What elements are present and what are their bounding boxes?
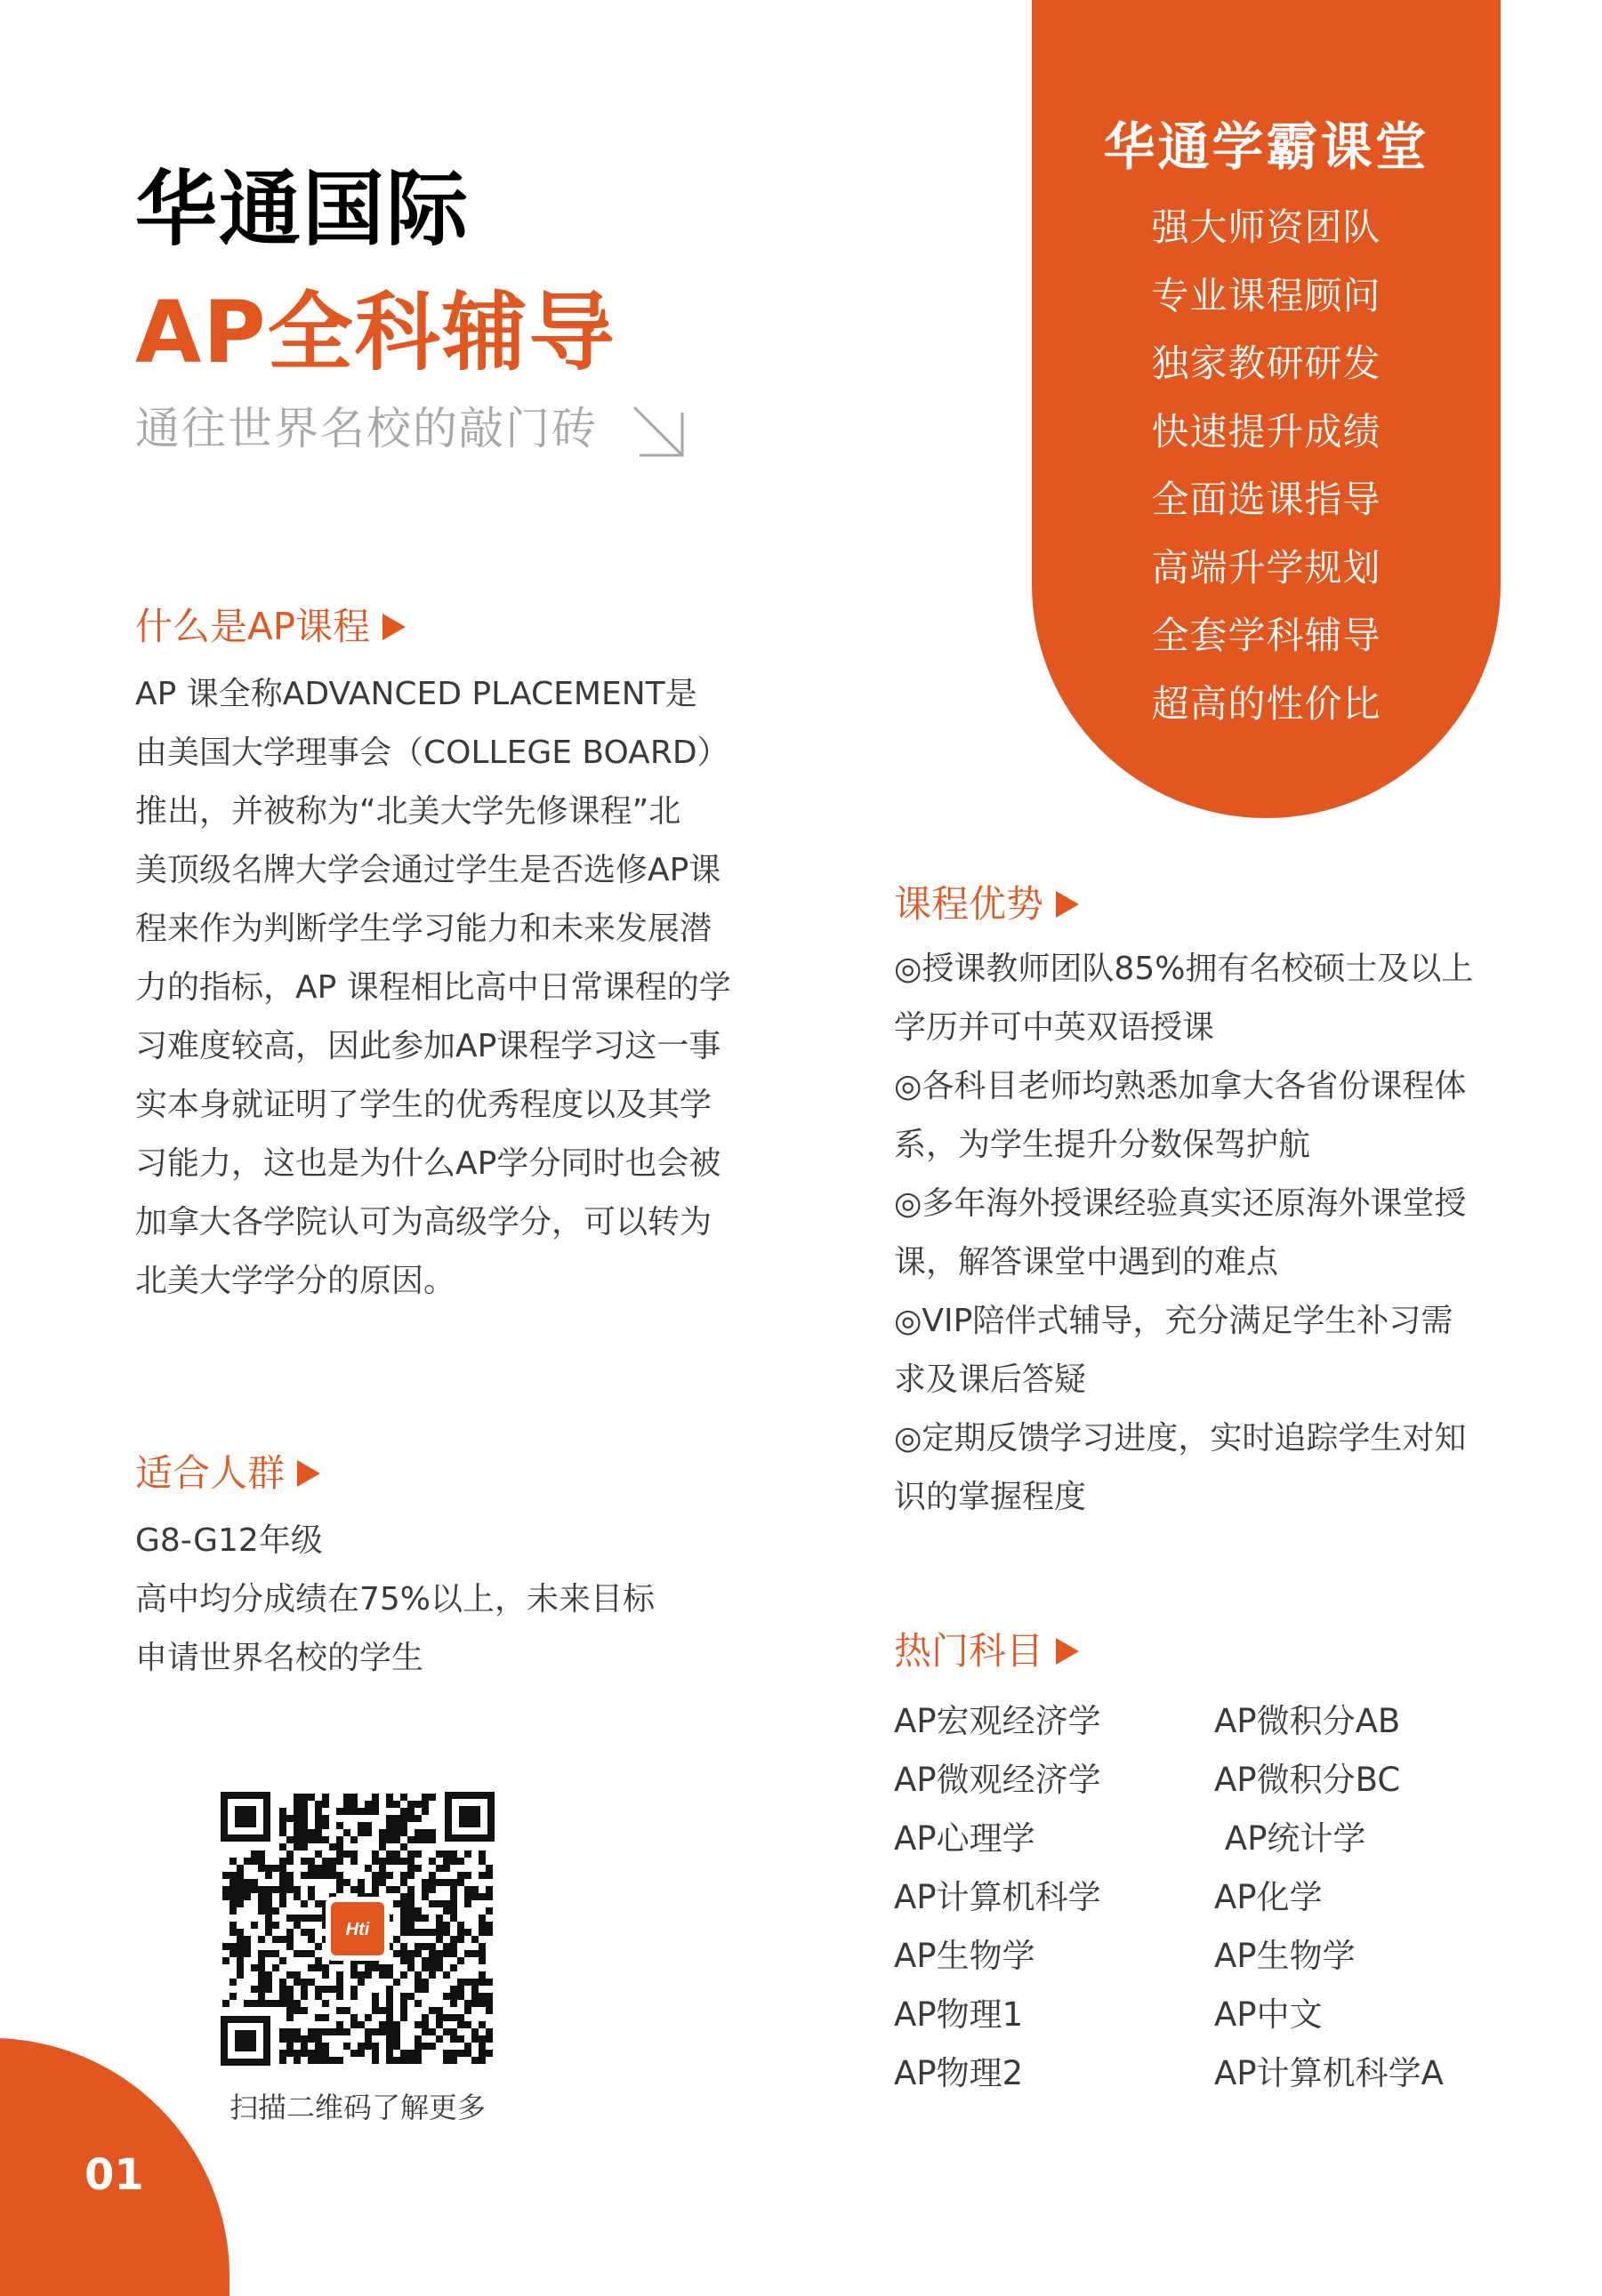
text-line: ◎VIP陪伴式辅导，充分满足学生补习需 — [894, 1303, 1453, 1339]
subject-item: AP物理1 — [894, 1995, 1024, 2034]
triangle-right-icon — [1056, 1638, 1079, 1665]
text-line: 力的指标，AP 课程相比高中日常课程的学 — [135, 969, 731, 1006]
subject-item: AP中文 — [1214, 1995, 1323, 2034]
text-line: 识的掌握程度 — [894, 1479, 1087, 1515]
subject-item: AP计算机科学 — [894, 1878, 1101, 1916]
section-heading-label: 适合人群 — [135, 1451, 286, 1495]
panel-item: 强大师资团队 — [1151, 205, 1381, 249]
page-title: 华通国际 — [135, 162, 471, 257]
text-line: ◎定期反馈学习进度，实时追踪学生对知 — [894, 1420, 1467, 1457]
section-heading-label: 课程优势 — [894, 882, 1044, 926]
panel-item: 专业课程顾问 — [1151, 273, 1381, 317]
subject-item: AP生物学 — [1214, 1937, 1356, 1975]
arrow-down-right-icon — [627, 400, 689, 462]
subject-item: AP微观经济学 — [894, 1761, 1101, 1799]
text-line: 实本身就证明了学生的优秀程度以及其学 — [135, 1087, 712, 1123]
section-heading-subjects — [894, 1629, 1079, 1674]
section-heading-audience — [135, 1451, 320, 1496]
section-heading-label: 什么是AP课程 — [135, 605, 371, 648]
text-line: ◎多年海外授课经验真实还原海外课堂授 — [894, 1185, 1467, 1222]
text-line: 系，为学生提升分数保驾护航 — [894, 1127, 1311, 1163]
subjects-list-left — [894, 1692, 1101, 2103]
subjects-list-right — [1214, 1692, 1444, 2103]
text-line: ◎授课教师团队85%拥有名校硕士及以上 — [894, 951, 1474, 987]
text-line: G8-G12年级 — [135, 1522, 323, 1559]
feature-panel — [1032, 0, 1501, 818]
subject-item: AP计算机科学A — [1214, 2054, 1444, 2092]
subject-item: AP心理学 — [894, 1819, 1035, 1858]
triangle-right-icon — [297, 1460, 320, 1487]
section-heading-advantages — [894, 882, 1079, 927]
subject-item: AP宏观经济学 — [894, 1702, 1101, 1740]
qr-logo-text: Hti — [345, 1920, 370, 1939]
panel-item: 高端升学规划 — [1151, 545, 1381, 590]
subject-item: AP统计学 — [1214, 1819, 1366, 1858]
text-line: AP 课全称ADVANCED PLACEMENT是 — [135, 676, 697, 712]
triangle-right-icon — [1056, 891, 1079, 918]
audience-description — [135, 1512, 758, 1688]
text-line: 课，解答课堂中遇到的难点 — [894, 1244, 1279, 1280]
panel-feature-list — [1032, 194, 1501, 738]
text-line: 由美国大学理事会（COLLEGE BOARD） — [135, 735, 729, 771]
panel-item: 全套学科辅导 — [1151, 614, 1381, 657]
panel-item: 超高的性价比 — [1151, 681, 1381, 726]
text-line: ◎各科目老师均熟悉加拿大各省份课程体 — [894, 1068, 1467, 1104]
text-line: 推出，并被称为“北美大学先修课程”北 — [135, 793, 681, 830]
panel-item: 全面选课指导 — [1151, 478, 1381, 521]
panel-item: 快速提升成绩 — [1151, 409, 1381, 454]
text-line: 申请世界名校的学生 — [135, 1640, 424, 1676]
subject-item: AP微积分BC — [1214, 1761, 1401, 1799]
text-line: 求及课后答疑 — [894, 1361, 1087, 1398]
text-line: 学历并可中英双语授课 — [894, 1009, 1215, 1046]
qr-caption: 扫描二维码了解更多 — [229, 2091, 486, 2124]
section-heading-what-is-ap — [135, 605, 406, 649]
triangle-right-icon — [382, 614, 406, 640]
text-line: 习难度较高，因此参加AP课程学习这一事 — [135, 1028, 721, 1064]
subject-item: AP生物学 — [894, 1937, 1035, 1975]
subject-item: AP物理2 — [894, 2054, 1024, 2092]
panel-title: 华通学霸课堂 — [1103, 116, 1429, 177]
qr-code[interactable] — [221, 1792, 495, 2066]
section-heading-label: 热门科目 — [894, 1629, 1044, 1673]
ap-description — [135, 665, 758, 1311]
text-line: 美顶级名牌大学会通过学生是否选修AP课 — [135, 852, 721, 888]
advantages-list — [894, 940, 1517, 1527]
tagline: 通往世界名校的敲门砖 — [135, 403, 598, 454]
page-subtitle: AP全科辅导 — [135, 283, 616, 382]
subject-item: AP微积分AB — [1214, 1702, 1401, 1740]
text-line: 加拿大各学院认可为高级学分，可以转为 — [135, 1204, 712, 1240]
panel-item: 独家教研研发 — [1151, 341, 1381, 385]
text-line: 程来作为判断学生学习能力和未来发展潜 — [135, 911, 712, 947]
subject-item: AP化学 — [1214, 1878, 1323, 1916]
text-line: 高中均分成绩在75%以上，未来目标 — [135, 1581, 656, 1618]
page-number: 01 — [85, 2150, 144, 2200]
text-line: 习能力，这也是为什么AP学分同时也会被 — [135, 1145, 721, 1182]
text-line: 北美大学学分的原因。 — [135, 1263, 456, 1299]
